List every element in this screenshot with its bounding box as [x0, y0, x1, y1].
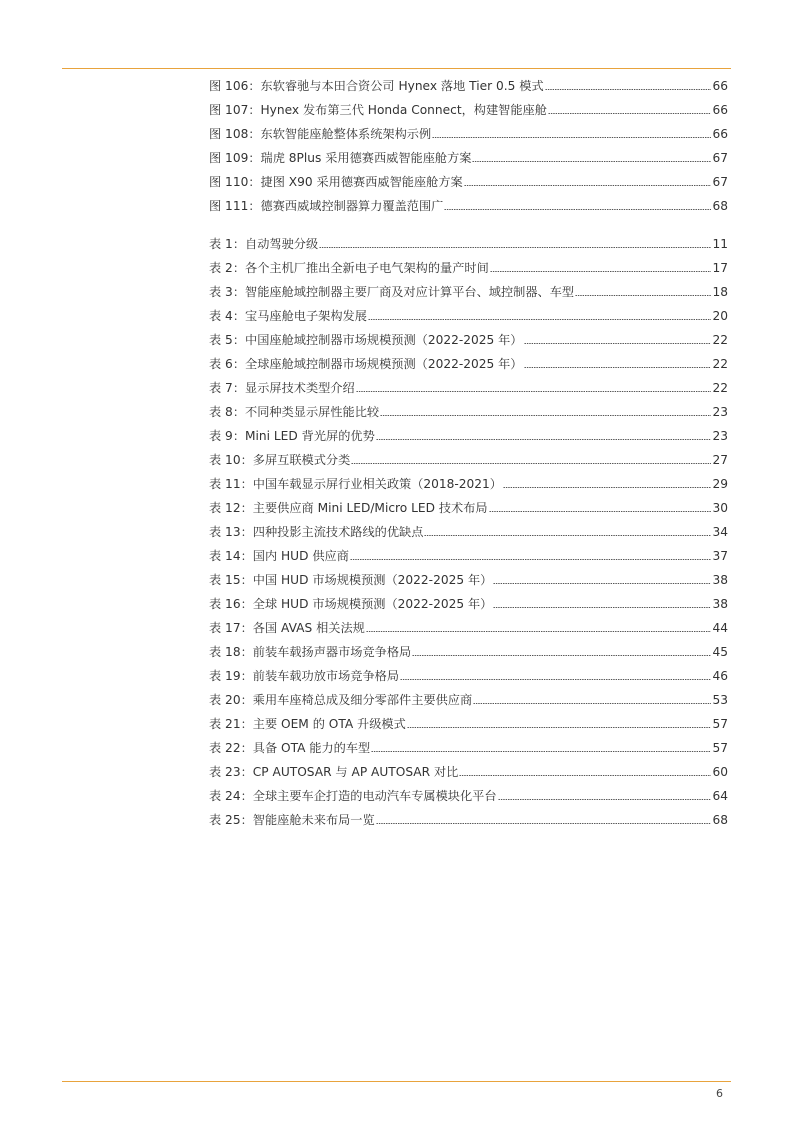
- table-page: 34: [712, 525, 728, 539]
- table-title: 表 23：CP AUTOSAR 与 AP AUTOSAR 对比: [209, 765, 459, 779]
- table-page: 22: [712, 357, 728, 371]
- figure-page: 66: [712, 79, 728, 93]
- figure-title: 图 109：瑞虎 8Plus 采用德赛西威智能座舱方案: [209, 151, 472, 165]
- figure-entry[interactable]: [209, 74, 728, 98]
- table-entry[interactable]: [209, 376, 728, 400]
- figure-page: 66: [712, 127, 728, 141]
- table-entry[interactable]: [209, 280, 728, 304]
- table-page: 38: [712, 573, 728, 587]
- table-title: 表 6：全球座舱域控制器市场规模预测（2022-2025 年）: [209, 357, 523, 371]
- table-title: 表 14：国内 HUD 供应商: [209, 549, 349, 563]
- dot-leader: [503, 487, 711, 488]
- dot-leader: [493, 583, 711, 584]
- figure-page: 68: [712, 199, 728, 213]
- dot-leader: [356, 391, 712, 392]
- table-entry[interactable]: [209, 616, 728, 640]
- table-page: 57: [712, 717, 728, 731]
- table-entry[interactable]: [209, 472, 728, 496]
- table-title: 表 12：主要供应商 Mini LED/Micro LED 技术布局: [209, 501, 488, 515]
- table-entry[interactable]: [209, 568, 728, 592]
- table-title: 表 20：乘用车座椅总成及细分零部件主要供应商: [209, 693, 473, 707]
- table-entry[interactable]: [209, 328, 728, 352]
- dot-leader: [380, 415, 711, 416]
- figure-title: 图 110：捷图 X90 采用德赛西威智能座舱方案: [209, 175, 463, 189]
- figure-title: 图 106：东软睿驰与本田合资公司 Hynex 落地 Tier 0.5 模式: [209, 79, 544, 93]
- dot-leader: [444, 209, 711, 210]
- table-page: 37: [712, 549, 728, 563]
- table-entry[interactable]: [209, 520, 728, 544]
- table-title: 表 13：四种投影主流技术路线的优缺点: [209, 525, 424, 539]
- table-title: 表 11：中国车载显示屏行业相关政策（2018-2021）: [209, 477, 502, 491]
- table-entry[interactable]: [209, 664, 728, 688]
- table-page: 22: [712, 381, 728, 395]
- table-page: 27: [712, 453, 728, 467]
- table-entry[interactable]: [209, 712, 728, 736]
- table-entry[interactable]: [209, 448, 728, 472]
- dot-leader: [472, 161, 711, 162]
- figure-entry[interactable]: [209, 122, 728, 146]
- footer-rule: [62, 1081, 731, 1082]
- table-entry[interactable]: [209, 808, 728, 832]
- figure-entry[interactable]: [209, 146, 728, 170]
- table-entry[interactable]: [209, 256, 728, 280]
- table-entry[interactable]: [209, 784, 728, 808]
- dot-leader: [407, 727, 712, 728]
- table-page: 23: [712, 429, 728, 443]
- dot-leader: [524, 343, 712, 344]
- dot-leader: [350, 559, 712, 560]
- dot-leader: [524, 367, 712, 368]
- table-title: 表 7：显示屏技术类型介绍: [209, 381, 355, 395]
- table-title: 表 17：各国 AVAS 相关法规: [209, 621, 365, 635]
- table-title: 表 2：各个主机厂推出全新电子电气架构的量产时间: [209, 261, 489, 275]
- table-page: 20: [712, 309, 728, 323]
- table-entry[interactable]: [209, 400, 728, 424]
- dot-leader: [432, 137, 711, 138]
- figure-page: 67: [712, 151, 728, 165]
- dot-leader: [371, 751, 711, 752]
- page-number: 6: [716, 1087, 723, 1100]
- dot-leader: [351, 463, 711, 464]
- table-page: 30: [712, 501, 728, 515]
- table-title: 表 9：Mini LED 背光屏的优势: [209, 429, 375, 443]
- dot-leader: [319, 247, 711, 248]
- table-page: 53: [712, 693, 728, 707]
- table-page: 57: [712, 741, 728, 755]
- table-page: 11: [712, 237, 728, 251]
- header-rule: [62, 68, 731, 69]
- table-entry[interactable]: [209, 592, 728, 616]
- table-title: 表 18：前装车载扬声器市场竞争格局: [209, 645, 412, 659]
- table-title: 表 4：宝马座舱电子架构发展: [209, 309, 367, 323]
- table-title: 表 24：全球主要车企打造的电动汽车专属模块化平台: [209, 789, 497, 803]
- table-title: 表 1：自动驾驶分级: [209, 237, 319, 251]
- table-page: 60: [712, 765, 728, 779]
- dot-leader: [464, 185, 712, 186]
- table-title: 表 5：中国座舱域控制器市场规模预测（2022-2025 年）: [209, 333, 523, 347]
- table-entry[interactable]: [209, 496, 728, 520]
- table-entry[interactable]: [209, 688, 728, 712]
- dot-leader: [412, 655, 711, 656]
- table-page: 18: [712, 285, 728, 299]
- table-page: 64: [712, 789, 728, 803]
- table-entry[interactable]: [209, 232, 728, 256]
- dot-leader: [498, 799, 712, 800]
- table-page: 23: [712, 405, 728, 419]
- dot-leader: [545, 89, 712, 90]
- table-page: 38: [712, 597, 728, 611]
- dot-leader: [366, 631, 712, 632]
- dot-leader: [459, 775, 711, 776]
- table-entry[interactable]: [209, 304, 728, 328]
- table-of-contents: [209, 74, 728, 832]
- dot-leader: [473, 703, 711, 704]
- table-page: 44: [712, 621, 728, 635]
- dot-leader: [368, 319, 712, 320]
- table-entry[interactable]: [209, 640, 728, 664]
- figure-title: 图 111：德赛西威域控制器算力覆盖范围广: [209, 199, 444, 213]
- table-title: 表 3：智能座舱域控制器主要厂商及对应计算平台、域控制器、车型: [209, 285, 575, 299]
- dot-leader: [376, 823, 712, 824]
- dot-leader: [376, 439, 712, 440]
- table-page: 22: [712, 333, 728, 347]
- table-page: 46: [712, 669, 728, 683]
- figure-entry[interactable]: [209, 170, 728, 194]
- table-page: 29: [712, 477, 728, 491]
- table-title: 表 25：智能座舱未来布局一览: [209, 813, 375, 827]
- figure-page: 67: [712, 175, 728, 189]
- table-title: 表 10：多屏互联模式分类: [209, 453, 351, 467]
- dot-leader: [400, 679, 711, 680]
- dot-leader: [493, 607, 711, 608]
- figure-entry[interactable]: [209, 194, 728, 218]
- table-title: 表 19：前装车载功放市场竞争格局: [209, 669, 400, 683]
- table-entry[interactable]: [209, 352, 728, 376]
- figure-page: 66: [712, 103, 728, 117]
- figure-title: 图 108：东软智能座舱整体系统架构示例: [209, 127, 432, 141]
- table-title: 表 8：不同种类显示屏性能比较: [209, 405, 380, 419]
- table-entry[interactable]: [209, 760, 728, 784]
- figure-title: 图 107：Hynex 发布第三代 Honda Connect，构建智能座舱: [209, 103, 547, 117]
- table-title: 表 15：中国 HUD 市场规模预测（2022-2025 年）: [209, 573, 493, 587]
- table-entry[interactable]: [209, 544, 728, 568]
- dot-leader: [575, 295, 711, 296]
- dot-leader: [548, 113, 712, 114]
- dot-leader: [424, 535, 711, 536]
- table-page: 17: [712, 261, 728, 275]
- table-entry[interactable]: [209, 424, 728, 448]
- figure-entry[interactable]: [209, 98, 728, 122]
- dot-leader: [489, 511, 712, 512]
- table-title: 表 16：全球 HUD 市场规模预测（2022-2025 年）: [209, 597, 493, 611]
- dot-leader: [490, 271, 712, 272]
- table-entry[interactable]: [209, 736, 728, 760]
- table-page: 68: [712, 813, 728, 827]
- table-title: 表 22：具备 OTA 能力的车型: [209, 741, 371, 755]
- table-page: 45: [712, 645, 728, 659]
- table-title: 表 21：主要 OEM 的 OTA 升级模式: [209, 717, 406, 731]
